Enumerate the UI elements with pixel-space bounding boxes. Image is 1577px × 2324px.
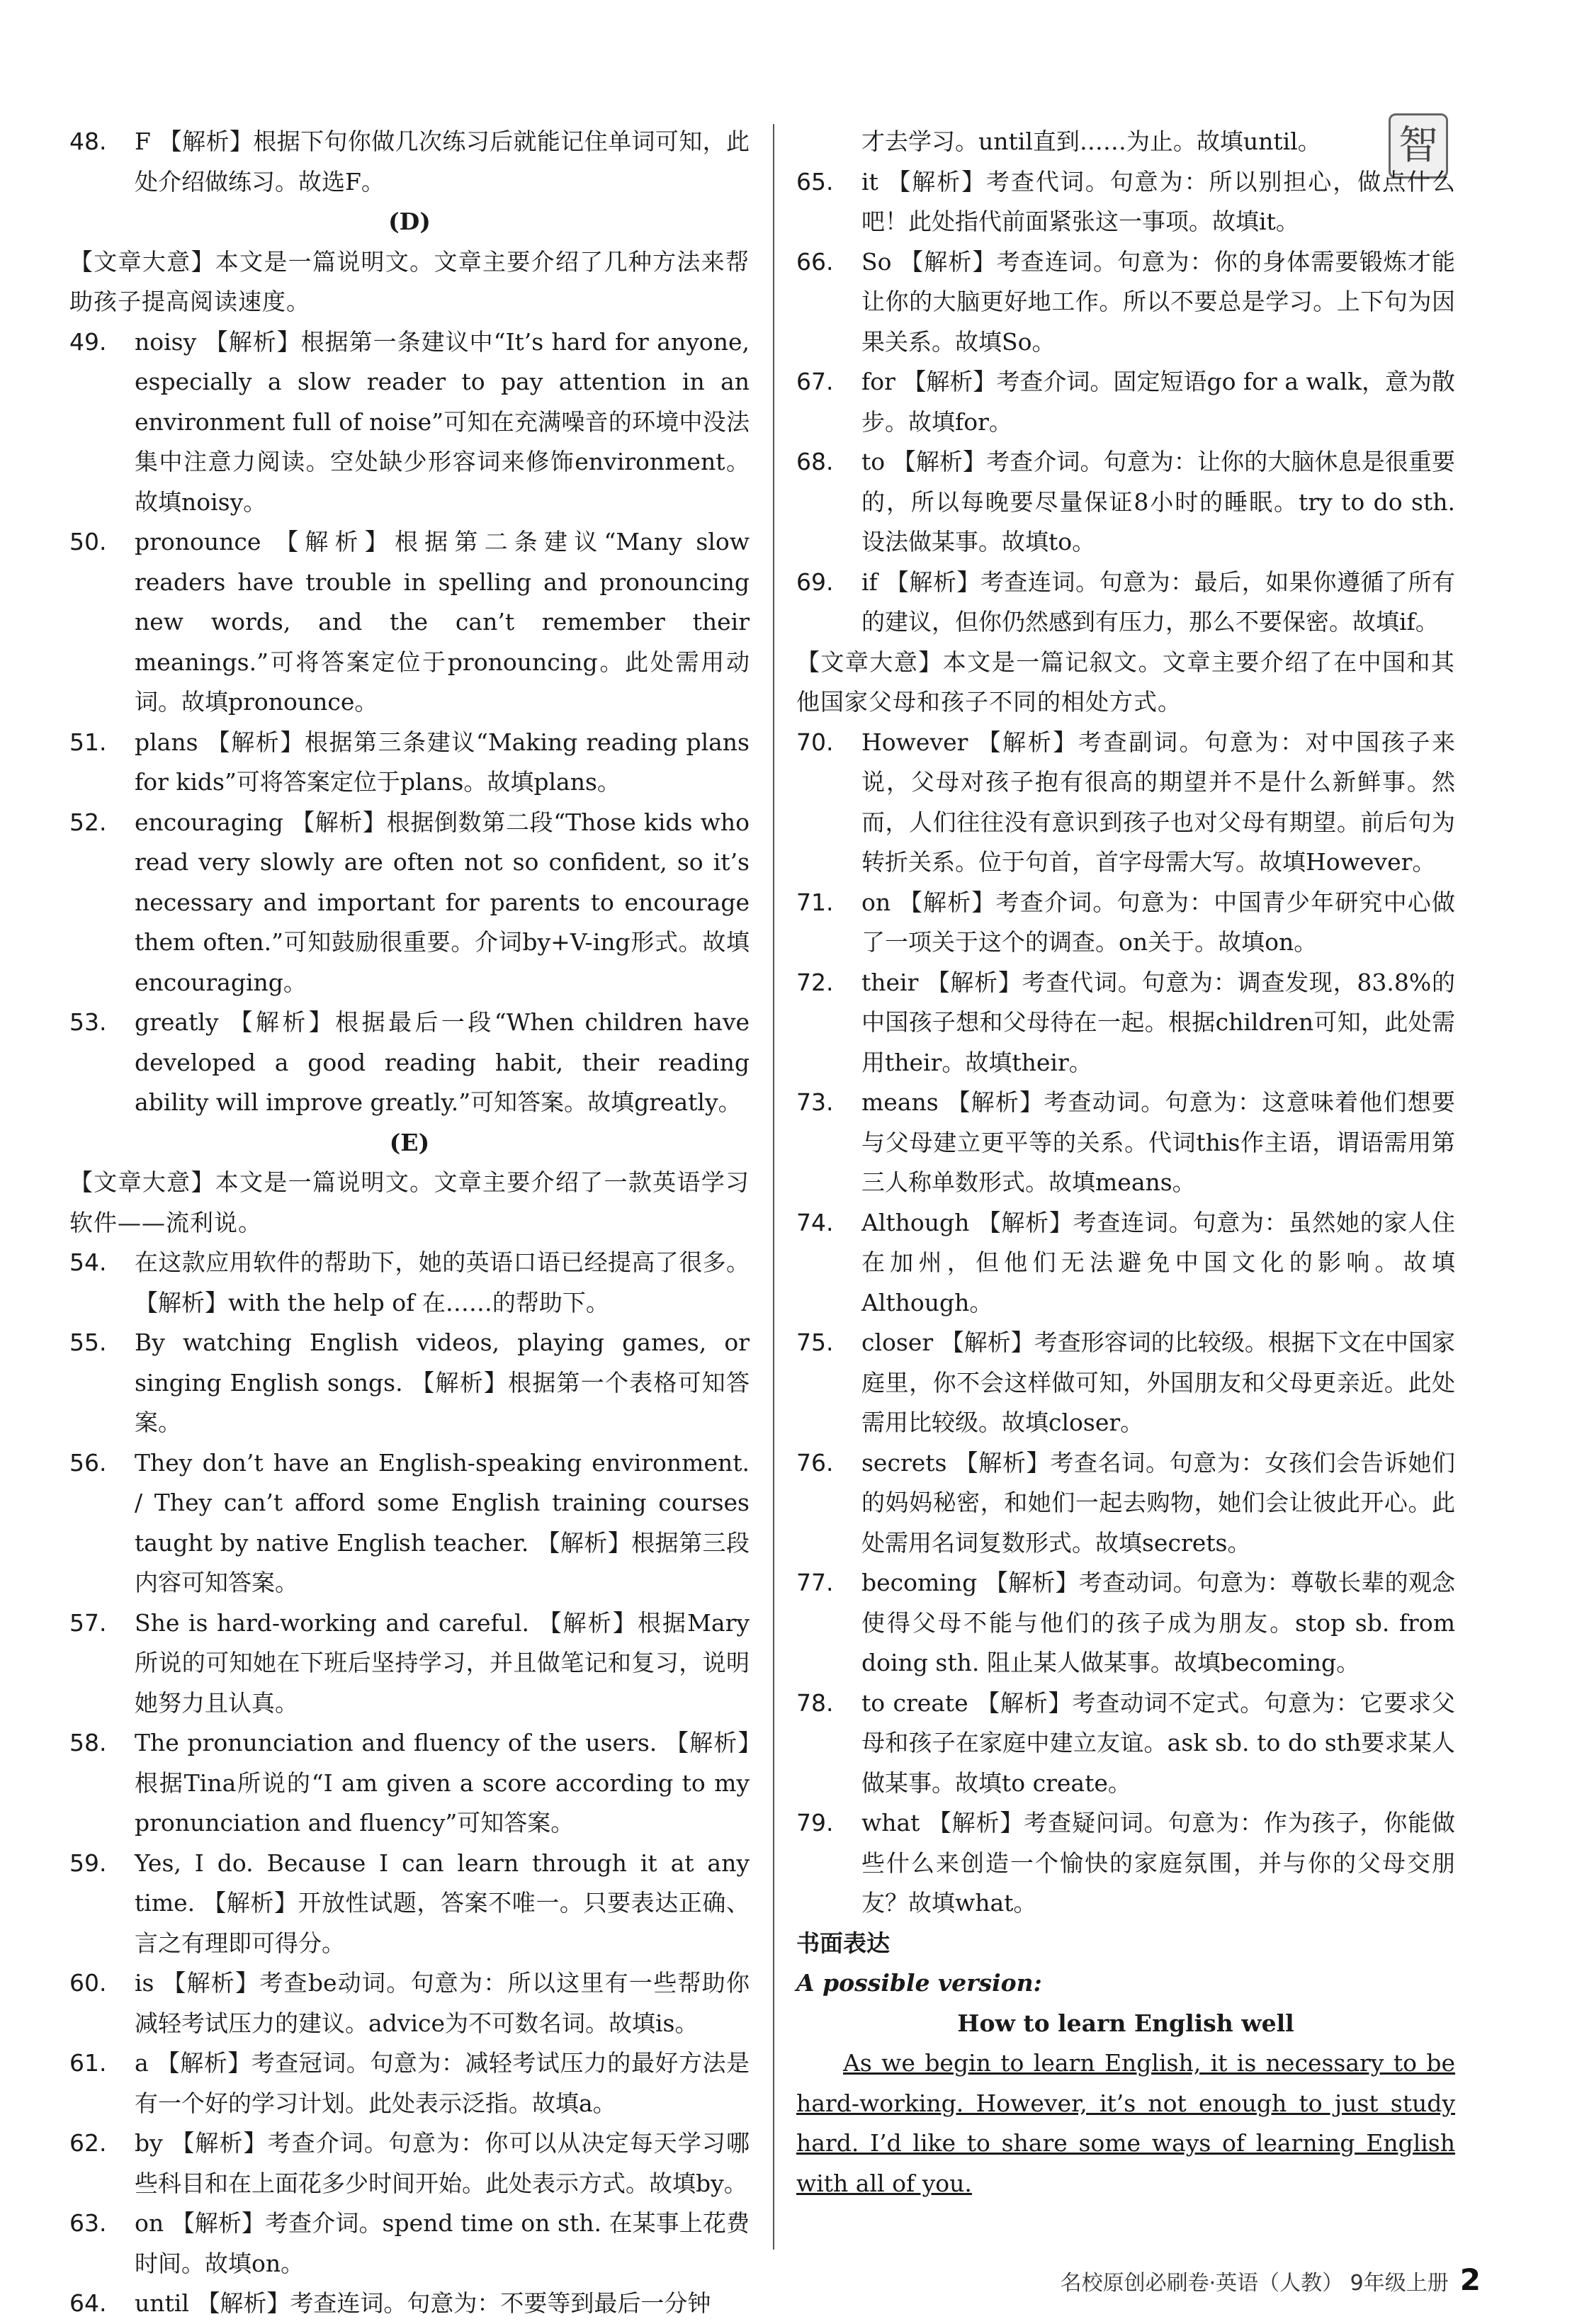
item-number: 78. bbox=[796, 1688, 834, 1717]
item-text: to 【解析】考查介词。句意为：让你的大脑休息是很重要的，所以每晚要尽量保证8小时的睡眠。try to do sth. 设法做某事。故填to。 bbox=[861, 448, 1455, 555]
item-text: Yes, I do. Because I can learn through it at any time. 【解析】开放性试题，答案不唯一。只要表达正确、言之有理即可得分。 bbox=[135, 1849, 750, 1957]
item-number: 74. bbox=[796, 1208, 834, 1236]
answer-item bbox=[796, 162, 1455, 242]
item-text: what 【解析】考查疑问词。句意为：作为孩子，你能做些什么来创造一个愉快的家庭氛围，并与你的父母交朋友？故填what。 bbox=[861, 1809, 1455, 1917]
footer-title: 名校原创必刷卷·英语（人教） 9年级上册 bbox=[1060, 2271, 1449, 2296]
item-text: They don’t have an English-speaking environment. / They can’t afford some English training courses taught by native English teacher. 【解析】根据第三段内容可知答案。 bbox=[135, 1448, 750, 1596]
item-text: plans 【解析】根据第三条建议“Making reading plans for kids”可将答案定位于plans。故填plans。 bbox=[135, 728, 750, 796]
answer-item bbox=[796, 442, 1455, 563]
item-text: their 【解析】考查代词。句意为：调查发现，83.8%的中国孩子想和父母待在一起。根据children可知，此处需用their。故填their。 bbox=[861, 968, 1455, 1076]
item-number: 65. bbox=[796, 167, 834, 196]
item-text: for 【解析】考查介词。固定短语go for a walk，意为散步。故填for。 bbox=[861, 368, 1455, 436]
answer-item bbox=[796, 362, 1455, 442]
item-number: 49. bbox=[69, 327, 107, 356]
item-number: 76. bbox=[796, 1448, 834, 1477]
item-text: secrets 【解析】考查名词。句意为：女孩们会告诉她们的妈妈秘密，和她们一起去购物，她们会让彼此开心。此处需用名词复数形式。故填secrets。 bbox=[861, 1448, 1455, 1557]
item-number: 54. bbox=[69, 1248, 107, 1276]
item-number: 57. bbox=[69, 1608, 107, 1637]
answer-item bbox=[69, 1443, 750, 1603]
section-heading: (E) bbox=[389, 1128, 430, 1156]
page-number: 2 bbox=[1459, 2262, 1481, 2297]
item-number: 66. bbox=[796, 247, 834, 276]
item-number: 75. bbox=[796, 1329, 834, 1356]
article-summary: 【文章大意】本文是一篇说明文。文章主要介绍了一款英语学习软件——流利说。 bbox=[69, 1168, 750, 1236]
item-number: 51. bbox=[69, 728, 107, 756]
item-text: She is hard-working and careful. 【解析】根据Mary所说的可知她在下班后坚持学习，并且做笔记和复习，说明她努力且认真。 bbox=[135, 1608, 750, 1717]
item-text: becoming 【解析】考查动词。句意为：尊敬长辈的观念使得父母不能与他们的孩子成为朋友。stop sb. from doing sth. 阻止某人做某事。故填becoming。 bbox=[861, 1569, 1455, 1676]
item-number: 58. bbox=[69, 1729, 107, 1756]
item-text: However 【解析】考查副词。句意为：对中国孩子来说，父母对孩子抱有很高的期望并不是什么新鲜事。然而，人们往往没有意识到孩子也对父母有期望。前后句为转折关系。位于句首，首字母需大写。故填However。 bbox=[861, 728, 1455, 876]
item-text: F 【解析】根据下句你做几次练习后就能记住单词可知，此处介绍做练习。故选F。 bbox=[135, 128, 750, 196]
answer-item bbox=[69, 2123, 750, 2204]
answer-item bbox=[69, 803, 750, 1003]
answer-item bbox=[69, 2043, 750, 2123]
answer-item bbox=[796, 963, 1455, 1083]
item-text: closer 【解析】考查形容词的比较级。根据下文在中国家庭里，你不会这样做可知，外国朋友和父母更亲近。此处需用比较级。故填closer。 bbox=[861, 1329, 1455, 1436]
item-text: by 【解析】考查介词。句意为：你可以从决定每天学习哪些科目和在上面花多少时间开始。此处表示方式。故填by。 bbox=[135, 2129, 750, 2197]
item-number: 69. bbox=[796, 568, 834, 596]
left-column bbox=[69, 122, 750, 2324]
answer-item bbox=[796, 563, 1455, 643]
item-number: 77. bbox=[796, 1569, 834, 1596]
answer-item bbox=[69, 1243, 750, 1323]
item-text: to create 【解析】考查动词不定式。句意为：它要求父母和孩子在家庭中建立友谊。ask sb. to do sth要求某人做某事。故填to create。 bbox=[861, 1688, 1455, 1797]
answer-item bbox=[796, 1203, 1455, 1324]
item-text: greatly 【解析】根据最后一段“When children have developed a good reading habit, their reading ability will improve greatly.”可知答案。故填greatly。 bbox=[135, 1008, 750, 1116]
answer-item bbox=[796, 1683, 1455, 1804]
article-summary: 【文章大意】本文是一篇说明文。文章主要介绍了几种方法来帮助孩子提高阅读速度。 bbox=[69, 247, 750, 315]
answer-item bbox=[69, 322, 750, 523]
item-number: 53. bbox=[69, 1008, 107, 1036]
item-text: By watching English videos, playing games, or singing English songs. 【解析】根据第一个表格可知答案。 bbox=[135, 1329, 750, 1436]
item-number: 67. bbox=[796, 368, 834, 395]
continued-text: 才去学习。until直到……为止。故填until。 bbox=[861, 128, 1321, 155]
column-divider bbox=[773, 124, 774, 2250]
answer-item bbox=[796, 1803, 1455, 1924]
essay-title: How to learn English well bbox=[957, 2009, 1294, 2037]
item-text: means 【解析】考查动词。句意为：这意味着他们想要与父母建立更平等的关系。代词this作主语，谓语需用第三人称单数形式。故填means。 bbox=[861, 1088, 1455, 1196]
item-number: 68. bbox=[796, 448, 834, 475]
item-number: 64. bbox=[69, 2289, 107, 2317]
item-text: is 【解析】考查be动词。句意为：所以这里有一些帮助你减轻考试压力的建议。advice为不可数名词。故填is。 bbox=[135, 1969, 750, 2037]
answer-item bbox=[69, 723, 750, 803]
answer-item bbox=[796, 242, 1455, 363]
item-text: until 【解析】考查连词。句意为：不要等到最后一分钟 bbox=[135, 2289, 711, 2317]
item-number: 61. bbox=[69, 2049, 107, 2077]
item-number: 52. bbox=[69, 808, 107, 836]
item-number: 48. bbox=[69, 128, 107, 155]
item-text: it 【解析】考查代词。句意为：所以别担心，做点什么吧！此处指代前面紧张这一事项。故填it。 bbox=[861, 167, 1455, 235]
answer-item bbox=[69, 1963, 750, 2043]
item-number: 55. bbox=[69, 1329, 107, 1356]
answer-item bbox=[69, 1844, 750, 1964]
item-number: 63. bbox=[69, 2209, 107, 2237]
right-column bbox=[796, 122, 1455, 2204]
writing-heading: 书面表达 bbox=[796, 1929, 890, 1957]
answer-item bbox=[796, 1323, 1455, 1443]
answer-item bbox=[796, 1443, 1455, 1564]
possible-version-label: A possible version: bbox=[796, 1969, 1042, 1997]
answer-item bbox=[69, 1723, 750, 1844]
answer-item bbox=[69, 522, 750, 723]
item-text: noisy 【解析】根据第一条建议中“It’s hard for anyone, especially a slow reader to pay attention in an environment full of noise”可知在充满噪音的环境中没法集中注意力阅读。空处缺少形容词来修饰environment。故填noisy。 bbox=[135, 327, 750, 516]
item-text: a 【解析】考查冠词。句意为：减轻考试压力的最好方法是有一个好的学习计划。此处表示泛指。故填a。 bbox=[135, 2049, 750, 2117]
item-text: on 【解析】考查介词。spend time on sth. 在某事上花费时间。故填on。 bbox=[135, 2209, 750, 2277]
item-text: if 【解析】考查连词。句意为：最后，如果你遵循了所有的建议，但你仍然感到有压力，那么不要保密。故填if。 bbox=[861, 568, 1455, 636]
item-text: The pronunciation and fluency of the users. 【解析】根据Tina所说的“I am given a score according to my pronunciation and fluency”可知答案。 bbox=[135, 1729, 750, 1837]
item-number: 73. bbox=[796, 1088, 834, 1116]
page-footer bbox=[985, 2262, 1481, 2297]
answer-item bbox=[796, 1563, 1455, 1683]
item-number: 72. bbox=[796, 968, 834, 996]
answer-item bbox=[69, 122, 750, 202]
item-text: on 【解析】考查介词。句意为：中国青少年研究中心做了一项关于这个的调查。on关于。故填on。 bbox=[861, 888, 1455, 956]
answer-item bbox=[796, 723, 1455, 883]
answer-item bbox=[69, 1003, 750, 1123]
answer-item bbox=[796, 883, 1455, 963]
item-number: 62. bbox=[69, 2129, 107, 2157]
item-number: 50. bbox=[69, 528, 107, 555]
item-number: 60. bbox=[69, 1969, 107, 1997]
answer-item bbox=[69, 1323, 750, 1443]
answer-item bbox=[69, 2204, 750, 2284]
article-summary: 【文章大意】本文是一篇记叙文。文章主要介绍了在中国和其他国家父母和孩子不同的相处方式。 bbox=[796, 648, 1455, 716]
item-number: 70. bbox=[796, 728, 834, 756]
publisher-logo: 智 bbox=[1389, 113, 1448, 179]
item-number: 79. bbox=[796, 1809, 834, 1837]
item-text: pronounce 【解析】根据第二条建议“Many slow readers have trouble in spelling and pronouncing new words, and the can’t remember their meanings.”可将答案定位于pronouncing。此处需用动词。故填pronounce。 bbox=[135, 528, 750, 716]
item-text: Although 【解析】考查连词。句意为：虽然她的家人住在加州，但他们无法避免中国文化的影响。故填Although。 bbox=[861, 1208, 1455, 1316]
item-number: 71. bbox=[796, 888, 834, 916]
item-text: So 【解析】考查连词。句意为：你的身体需要锻炼才能让你的大脑更好地工作。所以不要总是学习。上下句为因果关系。故填So。 bbox=[861, 247, 1455, 356]
answer-item bbox=[69, 1603, 750, 1724]
item-text: 在这款应用软件的帮助下，她的英语口语已经提高了很多。 【解析】with the help of 在……的帮助下。 bbox=[135, 1248, 750, 1316]
item-text: encouraging 【解析】根据倒数第二段“Those kids who read very slowly are often not so confident, so it’s necessary and important for parents to encourage them often.”可知鼓励很重要。介词by+V-ing形式。故填encouraging。 bbox=[135, 808, 750, 996]
section-heading: (D) bbox=[388, 208, 431, 235]
answer-item bbox=[796, 1083, 1455, 1203]
answer-item bbox=[69, 2284, 750, 2324]
item-number: 59. bbox=[69, 1849, 107, 1877]
essay-paragraph: As we begin to learn English, it is necessary to be hard-working. However, it’s not enough to just study hard. I’d like to share some ways of learning English with all of you. bbox=[796, 2049, 1455, 2197]
item-number: 56. bbox=[69, 1448, 107, 1477]
